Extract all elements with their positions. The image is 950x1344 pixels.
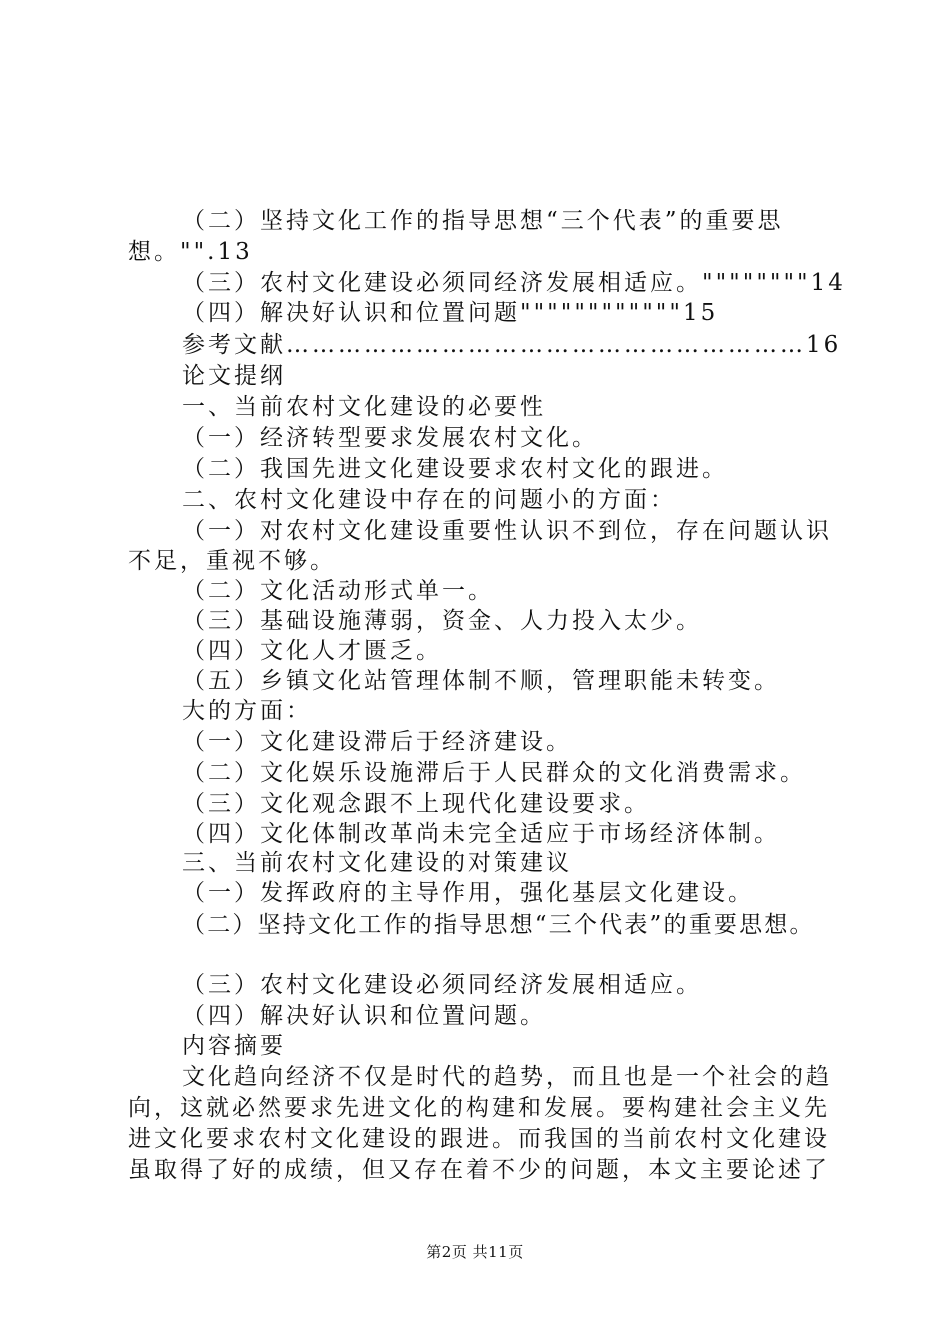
outline-section: 二、农村文化建设中存在的问题小的方面： [182,487,676,513]
page-footer: 第2页 共11页 [426,1243,524,1261]
toc-line: （三）农村文化建设必须同经济发展相适应。""""""""14 [182,270,846,296]
outline-section: 三、当前农村文化建设的对策建议 [182,850,572,876]
outline-item: （二）我国先进文化建设要求农村文化的跟进。 [182,456,728,482]
abstract-heading: 内容摘要 [182,1033,286,1059]
outline-item: （一）经济转型要求发展农村文化。 [182,425,598,451]
toc-line-references: 参考文献……………………………………………………16 [182,332,842,358]
outline-item: （四）文化体制改革尚未完全适应于市场经济体制。 [182,821,780,847]
toc-line: 想。"".13 [128,239,253,265]
outline-item: （五）乡镇文化站管理体制不顺，管理职能未转变。 [182,668,780,694]
abstract-paragraph-line: 虽取得了好的成绩，但又存在着不少的问题，本文主要论述了 [128,1157,830,1183]
abstract-paragraph-line: 向，这就必然要求先进文化的构建和发展。要构建社会主义先 [128,1095,830,1121]
outline-item: （一）文化建设滞后于经济建设。 [182,729,572,755]
outline-item: （四）解决好认识和位置问题。 [182,1003,546,1029]
abstract-paragraph-line: 文化趋向经济不仅是时代的趋势，而且也是一个社会的趋 [182,1064,832,1090]
toc-line: （二）坚持文化工作的指导思想“三个代表”的重要思 [182,208,784,234]
outline-subheading: 大的方面： [182,698,312,724]
toc-line: （四）解决好认识和位置问题""""""""""""15 [182,300,719,326]
outline-item: （三）基础设施薄弱，资金、人力投入太少。 [182,608,702,634]
outline-item: （三）文化观念跟不上现代化建设要求。 [182,791,650,817]
outline-item: （二）坚持文化工作的指导思想“三个代表”的重要思想。 [182,912,815,938]
outline-item: （二）文化活动形式单一。 [182,578,494,604]
outline-item: （二）文化娱乐设施滞后于人民群众的文化消费需求。 [182,760,806,786]
outline-item-continued: 不足，重视不够。 [128,548,336,574]
outline-section: 一、当前农村文化建设的必要性 [182,394,546,420]
outline-item: （三）农村文化建设必须同经济发展相适应。 [182,972,702,998]
abstract-paragraph-line: 进文化要求农村文化建设的跟进。而我国的当前农村文化建设 [128,1126,830,1152]
outline-item: （一）对农村文化建设重要性认识不到位，存在问题认识 [182,518,832,544]
outline-heading: 论文提纲 [182,363,286,389]
outline-item: （四）文化人才匮乏。 [182,638,442,664]
outline-item: （一）发挥政府的主导作用，强化基层文化建设。 [182,880,754,906]
